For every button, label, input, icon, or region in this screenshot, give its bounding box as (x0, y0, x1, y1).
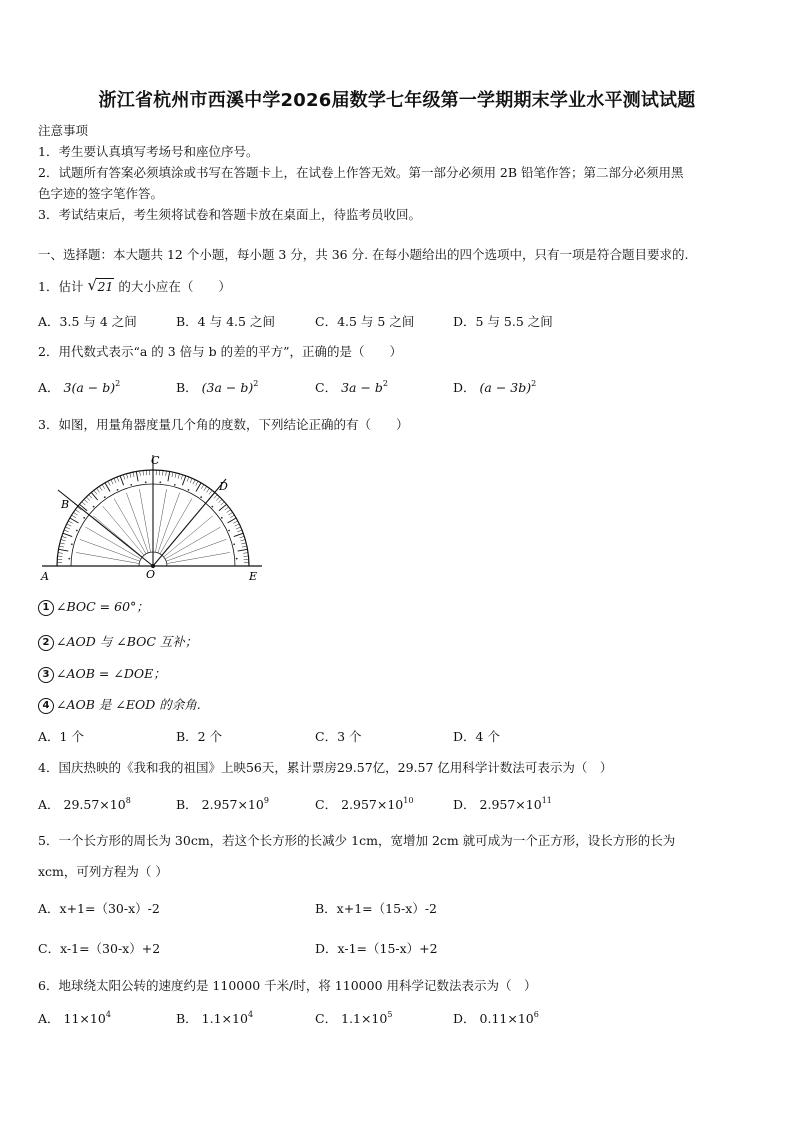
q6-mantissa-c: 1.1×10 (341, 1011, 388, 1026)
q4-exp-c: 10 (403, 796, 414, 805)
q2-expr-b: (3a − b) (201, 380, 254, 395)
q4-mantissa-c: 2.957×10 (341, 797, 404, 812)
q3-option-a: A．1 个 (38, 729, 84, 744)
q2-exp-b: 2 (253, 379, 259, 388)
q4-exp-b: 9 (263, 796, 269, 805)
question-5-stem-line-1: 5．一个长方形的周长为 30cm，若这个长方形的长减少 1cm，宽增加 2cm 就可成为一个正方形，设长方形的长为 (38, 833, 676, 848)
q4-label-c: C． (315, 797, 338, 812)
protractor-tick (234, 533, 243, 536)
q6-exp-d: 6 (533, 1010, 539, 1019)
q1-option-a: A．3.5 与 4 之间 (38, 314, 137, 329)
circled-number-1: 1 (38, 600, 54, 616)
circled-number-3: 3 (38, 667, 54, 683)
circled-number-2: 2 (38, 635, 54, 651)
protractor-tick (120, 476, 123, 485)
protractor-guide-line (155, 489, 166, 552)
protractor-tick (225, 507, 229, 510)
protractor-tick (97, 488, 100, 492)
protractor-tick (172, 472, 173, 477)
q6-option-c (315, 1009, 392, 1029)
q6-mantissa-b: 1.1×10 (201, 1011, 248, 1026)
question-4-stem: 4．国庆热映的《我和我的祖国》上映56天，累计票房29.57亿，29.57 亿用科学计数法可表示为（ ） (38, 760, 613, 775)
q2-label-d: D． (453, 380, 476, 395)
q6-exp-b: 4 (247, 1010, 254, 1019)
notice-item-1: 1．考生要认真填写考场号和座位序号。 (38, 144, 259, 159)
protractor-scale-mark (188, 489, 190, 491)
protractor-tick (240, 540, 245, 541)
protractor-tick (193, 480, 195, 484)
protractor-tick (59, 546, 64, 547)
protractor-guide-line (80, 539, 140, 561)
protractor-tick (86, 497, 89, 501)
protractor-scale-mark (221, 517, 223, 519)
q3-option-b: B．2 个 (176, 729, 223, 744)
protractor-tick (62, 536, 67, 538)
protractor-tick (218, 499, 222, 502)
q3-statement-4-text: ∠AOB 是 ∠EOD 的余角. (56, 697, 201, 712)
page-title: 浙江省杭州市西溪中学2026届数学七年级第一学期期末学业水平测试试题 (98, 90, 696, 111)
q4-exp-d: 11 (541, 796, 552, 805)
q3-statement-3-text: ∠AOB = ∠DOE； (56, 666, 166, 681)
protractor-tick (63, 533, 72, 536)
q3-statement-3 (38, 663, 760, 685)
protractor-guide-line (76, 552, 139, 563)
circled-number-4: 4 (38, 698, 54, 714)
q4-mantissa-a: 29.57×10 (63, 797, 126, 812)
protractor-tick (235, 524, 239, 526)
q2-exp-c: 2 (382, 379, 388, 388)
q4-mantissa-b: 2.957×10 (201, 797, 264, 812)
protractor-tick (72, 515, 76, 518)
protractor-tick (240, 536, 245, 538)
q2-label-b: B． (176, 380, 198, 395)
q1-option-b: B．4 与 4.5 之间 (176, 314, 275, 329)
q4-option-d (453, 795, 552, 815)
q4-label-a: A． (38, 797, 60, 812)
question-5-stem-line-2: xcm，可列方程为（ ） (38, 864, 168, 879)
protractor-tick (114, 478, 116, 483)
protractor-tick (108, 481, 110, 485)
q6-label-b: B． (176, 1011, 198, 1026)
section-heading: 一、选择题：本大题共 12 个小题，每小题 3 分，共 36 分. 在每小题给出的四个选项中，只有一项是符合题目要求的. (38, 247, 689, 262)
protractor-scale-mark (174, 484, 176, 486)
q5-option-b: B．x+1=（15-x）-2 (315, 901, 437, 916)
protractor-guide-line (166, 539, 226, 561)
q2-option-b (176, 378, 258, 398)
q3-statement-1 (38, 596, 760, 618)
protractor-tick (117, 477, 119, 482)
protractor-tick (206, 488, 209, 492)
protractor-scale-mark (145, 481, 147, 483)
protractor-tick (187, 477, 189, 482)
q6-mantissa-a: 11×10 (63, 1011, 106, 1026)
q3-statement-2 (38, 631, 760, 653)
notice-item-2-cont: 色字迹的签字笔作答。 (38, 186, 164, 201)
protractor-guide-line (85, 527, 140, 559)
protractor-guide-line (164, 516, 213, 557)
protractor-tick (127, 474, 128, 479)
q2-option-d (453, 378, 536, 398)
protractor-tick (230, 515, 234, 518)
label-e: E (249, 570, 258, 583)
protractor-tick (94, 490, 97, 494)
protractor-tick (58, 556, 63, 557)
protractor-guide-line (160, 498, 192, 553)
q5-option-c: C．x-1=（30-x）+2 (38, 941, 161, 956)
protractor-guide-line (158, 493, 180, 553)
q2-label-a: A． (38, 380, 60, 395)
q4-mantissa-d: 2.957×10 (479, 797, 542, 812)
q2-expr-c: 3a − b (341, 380, 383, 395)
q1-stem-pre: 1．估计 (38, 279, 84, 294)
question-1-stem (38, 276, 760, 298)
notice-item-2: 2．试题所有答案必须填涂或书写在答题卡上，在试卷上作答无效。第一部分必须用 2B 铅笔作答；第二部分必须用黑 (38, 165, 684, 180)
protractor-tick (61, 540, 66, 541)
protractor-tick (221, 502, 225, 505)
q4-option-c (315, 795, 413, 815)
protractor-figure (36, 450, 268, 585)
q6-option-b (176, 1009, 253, 1029)
label-a: A (41, 570, 49, 583)
protractor-tick (65, 527, 70, 529)
protractor-scale-mark (76, 530, 78, 532)
protractor-tick (243, 553, 248, 554)
protractor-scale-mark (159, 481, 161, 483)
protractor-tick (58, 553, 63, 554)
question-3-stem: 3．如图，用量角器度量几个角的度数，下列结论正确的有（ ） (38, 417, 409, 432)
protractor-guide-line (114, 498, 146, 553)
protractor-tick (60, 543, 65, 544)
q6-mantissa-d: 0.11×10 (479, 1011, 534, 1026)
q6-exp-a: 4 (105, 1010, 111, 1019)
q6-exp-c: 5 (387, 1010, 393, 1019)
protractor-tick (89, 495, 92, 499)
protractor-tick (236, 527, 241, 529)
protractor-tick (123, 475, 125, 480)
protractor-scale-mark (228, 530, 230, 532)
protractor-tick (68, 521, 72, 523)
q3-option-d: D．4 个 (453, 729, 500, 744)
protractor-tick (237, 530, 242, 532)
protractor-tick (143, 471, 144, 476)
q3-statement-4 (38, 694, 760, 716)
protractor-scale-mark (211, 506, 213, 508)
q2-label-c: C． (315, 380, 338, 395)
protractor-tick (214, 495, 217, 499)
q1-option-d: D．5 与 5.5 之间 (453, 314, 553, 329)
protractor-tick (201, 485, 204, 489)
q4-option-a (38, 795, 131, 815)
protractor-guide-line (93, 516, 142, 557)
protractor-tick (190, 478, 192, 483)
q6-label-d: D． (453, 1011, 476, 1026)
protractor-scale-mark (71, 543, 73, 545)
protractor-tick (99, 486, 102, 490)
protractor-tick (140, 471, 141, 476)
q5-option-d: D．x-1=（15-x）+2 (315, 941, 438, 956)
q2-option-c (315, 378, 388, 398)
ray-ob (58, 490, 153, 566)
protractor-scale-mark (200, 496, 202, 498)
notice-heading: 注意事项 (38, 123, 89, 138)
q4-label-d: D． (453, 797, 476, 812)
protractor-tick (75, 510, 79, 513)
protractor-tick (228, 512, 232, 515)
protractor-guide-line (167, 552, 230, 563)
protractor-tick (227, 510, 231, 513)
protractor-tick (73, 512, 77, 515)
protractor-scale-mark (117, 489, 119, 491)
protractor-tick (196, 481, 198, 485)
label-d: D (219, 480, 228, 493)
protractor-tick (84, 499, 88, 502)
protractor-tick (111, 480, 113, 484)
label-o: O (146, 568, 156, 581)
protractor-tick (168, 471, 170, 481)
question-6-stem: 6．地球绕太阳公转的速度约是 110000 千米/时，将 110000 用科学记数法表示为（ ） (38, 978, 537, 993)
q4-exp-a: 8 (125, 796, 131, 805)
q5-option-a: A．x+1=（30-x）-2 (38, 901, 160, 916)
q2-expr-d: (a − 3b) (479, 380, 532, 395)
protractor-tick (136, 471, 138, 481)
q4-label-b: B． (176, 797, 198, 812)
protractor-scale-mark (104, 496, 106, 498)
protractor-guide-line (126, 493, 148, 553)
protractor-tick (130, 473, 131, 478)
question-2-stem: 2．用代数式表示“a 的 3 倍与 b 的差的平方”，正确的是（ ） (38, 344, 403, 359)
protractor-scale-mark (233, 543, 235, 545)
q4-option-b (176, 795, 269, 815)
label-b: B (61, 498, 70, 511)
q6-option-d (453, 1009, 539, 1029)
sqrt-expression (87, 276, 114, 298)
protractor-scale-mark (130, 484, 132, 486)
protractor-tick (238, 549, 248, 551)
q2-option-a (38, 378, 120, 398)
notice-item-3: 3．考试结束后，考生须将试卷和答题卡放在桌面上，待监考员收回。 (38, 207, 421, 222)
protractor-tick (233, 521, 237, 523)
protractor-tick (82, 502, 86, 505)
q6-label-c: C． (315, 1011, 338, 1026)
label-c: C (151, 454, 160, 467)
protractor-tick (209, 490, 212, 494)
protractor-tick (241, 543, 246, 544)
q6-option-a (38, 1009, 111, 1029)
protractor-scale-mark (68, 558, 70, 560)
protractor-tick (64, 530, 69, 532)
q3-statement-2-text: ∠AOD 与 ∠BOC 互补； (56, 634, 198, 649)
q2-expr-a: 3(a − b) (63, 380, 116, 395)
q1-stem-post: 的大小应在（ ） (118, 279, 231, 294)
protractor-tick (182, 476, 185, 485)
protractor-tick (163, 471, 164, 476)
protractor-tick (133, 472, 134, 477)
protractor-tick (181, 475, 183, 480)
protractor-scale-mark (83, 517, 85, 519)
protractor-tick (175, 473, 176, 478)
q3-option-c: C．3 个 (315, 729, 362, 744)
protractor-guide-line (165, 527, 220, 559)
protractor-tick (102, 485, 105, 489)
q1-option-c: C．4.5 与 5 之间 (315, 314, 415, 329)
protractor-scale-mark (93, 506, 95, 508)
protractor-tick (216, 497, 219, 501)
protractor-tick (58, 549, 68, 551)
q2-exp-a: 2 (115, 379, 121, 388)
q3-statement-1-text: ∠BOC = 60°； (56, 599, 149, 614)
protractor-scale-mark (236, 558, 238, 560)
q2-exp-d: 2 (531, 379, 537, 388)
protractor-tick (178, 474, 179, 479)
protractor-tick (166, 471, 167, 476)
protractor-tick (204, 486, 207, 490)
protractor-tick (242, 546, 247, 547)
protractor-tick (244, 556, 249, 557)
protractor-tick (67, 524, 71, 526)
q6-label-a: A． (38, 1011, 60, 1026)
protractor-guide-line (139, 489, 150, 552)
q1-radicand: 21 (97, 279, 114, 294)
